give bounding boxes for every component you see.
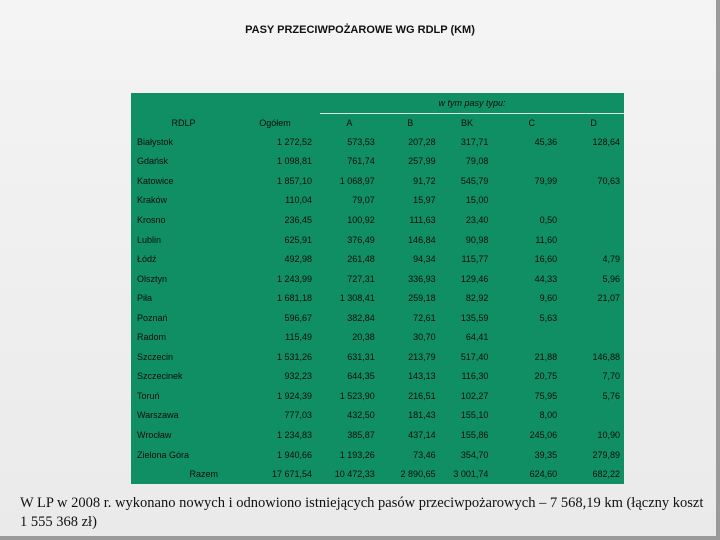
value-cell: 79,07 xyxy=(352,195,375,206)
value-cell: 545,79 xyxy=(460,175,489,186)
value-cell xyxy=(563,308,624,328)
value-cell: 257,99 xyxy=(408,156,436,167)
column-header: BK xyxy=(460,118,473,128)
rdlp-name-cell: Szczecinek xyxy=(137,371,183,382)
value-cell: 10,90 xyxy=(597,429,620,440)
value-cell: 102,27 xyxy=(460,390,489,401)
value-cell xyxy=(563,191,624,211)
column-header: RDLP xyxy=(171,117,196,128)
total-value-cell: 10 472,33 xyxy=(334,469,375,480)
value-cell: 75,95 xyxy=(534,390,558,401)
value-cell: 143,13 xyxy=(408,371,436,382)
table-row xyxy=(131,171,624,191)
column-header: B xyxy=(407,118,414,128)
value-cell: 573,53 xyxy=(347,136,375,147)
total-value-cell: 624,60 xyxy=(529,469,558,480)
table-row xyxy=(131,347,624,367)
value-cell: 73,46 xyxy=(413,449,436,460)
value-cell: 45,36 xyxy=(534,136,558,147)
value-cell: 44,33 xyxy=(534,273,558,284)
value-cell: 115,77 xyxy=(461,254,489,265)
rdlp-name-cell: Wrocław xyxy=(137,429,172,440)
value-cell: 146,84 xyxy=(408,234,436,245)
value-cell: 932,23 xyxy=(284,371,312,382)
value-cell: 492,98 xyxy=(284,254,312,265)
value-cell: 181,43 xyxy=(408,410,436,421)
table-row xyxy=(131,445,624,465)
value-cell: 155,86 xyxy=(460,429,489,440)
value-cell: 0,50 xyxy=(539,214,558,225)
value-cell xyxy=(502,327,563,347)
rdlp-name-cell: Krosno xyxy=(137,214,166,225)
data-table xyxy=(131,93,624,484)
value-cell: 64,41 xyxy=(465,332,489,343)
value-cell: 110,04 xyxy=(285,195,312,206)
value-cell: 727,31 xyxy=(347,273,375,284)
value-cell: 79,99 xyxy=(534,175,558,186)
table-group-header-row xyxy=(131,93,624,114)
value-cell: 631,31 xyxy=(347,351,375,362)
value-cell xyxy=(563,230,624,250)
column-header: D xyxy=(590,118,597,128)
table-row xyxy=(131,269,624,289)
value-cell: 72,61 xyxy=(413,312,436,323)
table-total-row xyxy=(131,464,624,484)
value-cell: 135,59 xyxy=(460,312,489,323)
table-row xyxy=(131,132,624,152)
rdlp-name-cell: Katowice xyxy=(137,175,174,186)
value-cell: 385,87 xyxy=(347,429,375,440)
value-cell xyxy=(563,327,624,347)
table-row xyxy=(131,327,624,347)
table-header-row xyxy=(131,114,624,133)
value-cell: 9,60 xyxy=(539,293,558,304)
value-cell: 23,40 xyxy=(465,214,489,225)
value-cell: 207,28 xyxy=(408,136,436,147)
column-header: A xyxy=(346,118,353,128)
value-cell: 115,49 xyxy=(285,332,312,343)
total-value-cell: 3 001,74 xyxy=(453,469,489,480)
rdlp-name-cell: Zielona Góra xyxy=(137,449,190,460)
value-cell: 21,88 xyxy=(534,351,558,362)
value-cell: 79,08 xyxy=(465,156,489,167)
value-cell: 777,03 xyxy=(284,410,312,421)
value-cell: 517,40 xyxy=(460,351,489,362)
table-row xyxy=(131,425,624,445)
value-cell: 129,46 xyxy=(460,273,489,284)
rdlp-name-cell: Toruń xyxy=(137,390,160,401)
table-row xyxy=(131,367,624,387)
value-cell: 15,00 xyxy=(465,195,489,206)
value-cell: 1 272,52 xyxy=(276,136,312,147)
page-title: PASY PRZECIWPOŻAROWE WG RDLP (KM) xyxy=(245,24,475,36)
value-cell: 1 068,97 xyxy=(339,175,375,186)
value-cell: 70,63 xyxy=(597,175,620,186)
table-row xyxy=(131,210,624,230)
rdlp-name-cell: Szczecin xyxy=(137,351,174,362)
value-cell: 116,30 xyxy=(461,371,489,382)
total-value-cell: 17 671,54 xyxy=(271,469,312,480)
value-cell: 761,74 xyxy=(347,156,375,167)
value-cell: 259,18 xyxy=(408,293,436,304)
rdlp-name-cell: Kraków xyxy=(137,195,168,206)
value-cell: 30,70 xyxy=(413,332,436,343)
column-header: Ogółem xyxy=(259,117,291,128)
value-cell xyxy=(563,210,624,230)
table-row xyxy=(131,406,624,426)
footer-note: W LP w 2008 r. wykonano nowych i odnowiono istniejących pasów przeciwpożarowych – 7 568,19 km (łączny koszt 1 555 368 zł) xyxy=(20,495,704,530)
rdlp-name-cell: Radom xyxy=(137,332,167,343)
data-table-panel xyxy=(131,93,624,484)
rdlp-name-cell: Piła xyxy=(137,293,153,304)
value-cell: 128,64 xyxy=(592,136,620,147)
value-cell: 644,35 xyxy=(347,371,375,382)
value-cell: 1 940,66 xyxy=(276,449,312,460)
value-cell: 245,06 xyxy=(529,429,558,440)
rdlp-name-cell: Łódź xyxy=(137,254,157,265)
value-cell: 39,35 xyxy=(534,449,558,460)
value-cell: 15,97 xyxy=(413,195,436,206)
value-cell: 21,07 xyxy=(597,293,620,304)
table-row xyxy=(131,152,624,172)
value-cell: 1 523,90 xyxy=(339,390,375,401)
value-cell: 1 681,18 xyxy=(276,293,312,304)
header-spacer xyxy=(234,93,320,114)
value-cell: 5,76 xyxy=(602,390,620,401)
rdlp-name-cell: Gdańsk xyxy=(137,156,169,167)
rdlp-name-cell: Lublin xyxy=(137,234,162,245)
group-header: w tym pasy typu: xyxy=(320,93,624,114)
header-spacer xyxy=(131,93,234,114)
value-cell: 4,79 xyxy=(602,254,620,265)
value-cell: 1 857,10 xyxy=(276,175,312,186)
value-cell: 94,34 xyxy=(413,254,436,265)
table-row xyxy=(131,386,624,406)
value-cell: 20,75 xyxy=(534,371,558,382)
rdlp-name-cell: Poznań xyxy=(137,312,168,323)
value-cell: 100,92 xyxy=(347,214,375,225)
value-cell: 236,45 xyxy=(284,214,312,225)
value-cell: 111,63 xyxy=(409,214,436,225)
value-cell: 1 308,41 xyxy=(339,293,375,304)
rdlp-name-cell: Warszawa xyxy=(137,410,179,421)
value-cell: 213,79 xyxy=(408,351,436,362)
value-cell xyxy=(563,406,624,426)
value-cell: 437,14 xyxy=(408,429,436,440)
value-cell: 1 234,83 xyxy=(276,429,312,440)
value-cell: 261,48 xyxy=(347,254,375,265)
value-cell: 1 098,81 xyxy=(276,156,312,167)
table-row xyxy=(131,230,624,250)
value-cell: 155,10 xyxy=(460,410,489,421)
value-cell: 336,93 xyxy=(408,273,436,284)
rdlp-name-cell: Białystok xyxy=(137,136,174,147)
value-cell xyxy=(502,152,563,172)
value-cell: 1 193,26 xyxy=(339,449,375,460)
value-cell: 8,00 xyxy=(539,410,558,421)
table-row xyxy=(131,249,624,269)
value-cell: 625,91 xyxy=(284,234,312,245)
total-value-cell: 2 890,65 xyxy=(400,469,436,480)
value-cell: 1 243,99 xyxy=(276,273,312,284)
value-cell: 82,92 xyxy=(465,293,489,304)
value-cell: 91,72 xyxy=(413,175,436,186)
value-cell: 20,38 xyxy=(352,332,375,343)
value-cell: 90,98 xyxy=(465,234,489,245)
value-cell: 432,50 xyxy=(347,410,375,421)
value-cell xyxy=(502,191,563,211)
total-label-cell: Razem xyxy=(189,469,218,480)
value-cell: 5,63 xyxy=(539,312,558,323)
value-cell: 7,70 xyxy=(602,371,620,382)
value-cell: 146,88 xyxy=(592,351,620,362)
value-cell: 354,70 xyxy=(460,449,489,460)
value-cell: 279,89 xyxy=(592,449,620,460)
table-body xyxy=(131,132,624,484)
value-cell: 1 924,39 xyxy=(276,390,312,401)
value-cell: 1 531,26 xyxy=(276,351,312,362)
value-cell: 11,60 xyxy=(535,234,558,245)
value-cell: 5,96 xyxy=(602,273,620,284)
value-cell: 216,51 xyxy=(408,390,436,401)
value-cell: 317,71 xyxy=(460,136,489,147)
total-value-cell: 682,22 xyxy=(592,469,620,480)
value-cell xyxy=(563,152,624,172)
table-row xyxy=(131,191,624,211)
value-cell: 382,84 xyxy=(347,312,375,323)
column-header: C xyxy=(528,118,536,128)
rdlp-name-cell: Olsztyn xyxy=(137,273,168,284)
value-cell: 596,67 xyxy=(284,312,312,323)
table-row xyxy=(131,288,624,308)
table-row xyxy=(131,308,624,328)
value-cell: 16,60 xyxy=(534,254,558,265)
value-cell: 376,49 xyxy=(347,234,375,245)
